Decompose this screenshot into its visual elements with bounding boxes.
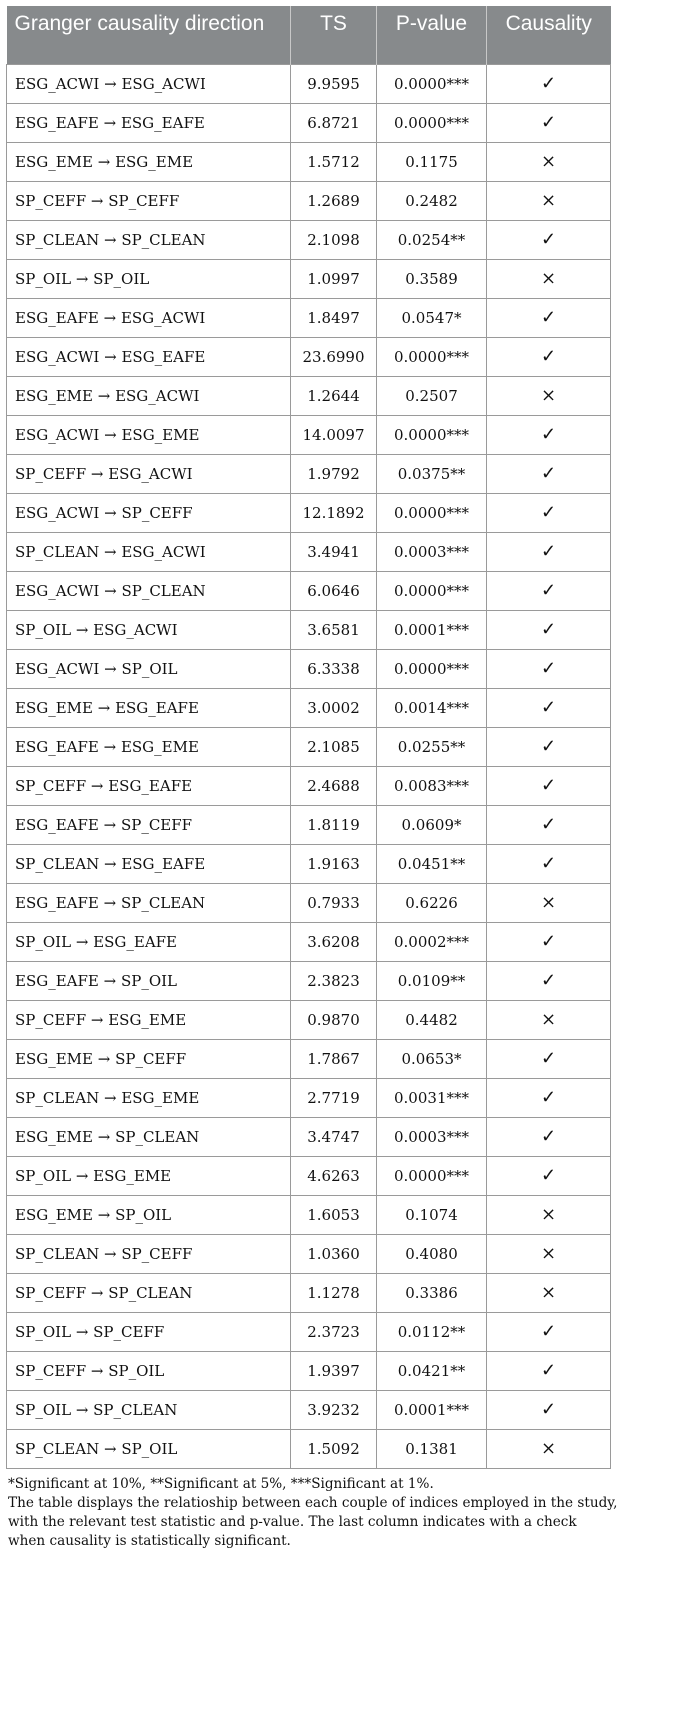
cross-icon: × — [487, 376, 611, 415]
cell-pvalue: 0.0014*** — [377, 688, 487, 727]
check-icon: ✓ — [487, 415, 611, 454]
cell-direction: SP_OIL → ESG_EME — [7, 1156, 291, 1195]
cell-ts: 1.6053 — [291, 1195, 377, 1234]
cell-ts: 6.0646 — [291, 571, 377, 610]
cell-pvalue: 0.0421** — [377, 1351, 487, 1390]
cell-ts: 1.8119 — [291, 805, 377, 844]
table-row — [7, 571, 611, 610]
cell-ts: 1.1278 — [291, 1273, 377, 1312]
cell-pvalue: 0.0000*** — [377, 493, 487, 532]
cell-direction: ESG_ACWI → SP_CEFF — [7, 493, 291, 532]
table-row — [7, 415, 611, 454]
table-row — [7, 1234, 611, 1273]
table-row — [7, 1156, 611, 1195]
table-row — [7, 1429, 611, 1468]
check-icon: ✓ — [487, 337, 611, 376]
cross-icon: × — [487, 1234, 611, 1273]
table-row — [7, 532, 611, 571]
cell-ts: 0.9870 — [291, 1000, 377, 1039]
cross-icon: × — [487, 1429, 611, 1468]
cell-pvalue: 0.0000*** — [377, 1156, 487, 1195]
cell-ts: 1.9163 — [291, 844, 377, 883]
cell-pvalue: 0.0000*** — [377, 415, 487, 454]
cell-pvalue: 0.0112** — [377, 1312, 487, 1351]
cell-ts: 3.4941 — [291, 532, 377, 571]
table-row — [7, 454, 611, 493]
cell-ts: 3.6208 — [291, 922, 377, 961]
cell-pvalue: 0.0000*** — [377, 103, 487, 142]
check-icon: ✓ — [487, 571, 611, 610]
cell-ts: 23.6990 — [291, 337, 377, 376]
table-description: The table displays the relatioship between each couple of indices employed in the study, with the relevant test statistic and p-value. The last column indicates with a check when causality is statistically significant. — [8, 1494, 618, 1549]
cell-ts: 1.8497 — [291, 298, 377, 337]
cell-ts: 4.6263 — [291, 1156, 377, 1195]
cell-ts: 2.7719 — [291, 1078, 377, 1117]
table-row — [7, 766, 611, 805]
check-icon: ✓ — [487, 532, 611, 571]
table-row — [7, 220, 611, 259]
cell-direction: SP_CEFF → ESG_EAFE — [7, 766, 291, 805]
table-header — [7, 6, 611, 64]
table-row — [7, 688, 611, 727]
cell-pvalue: 0.4482 — [377, 1000, 487, 1039]
table-row — [7, 1390, 611, 1429]
cell-pvalue: 0.4080 — [377, 1234, 487, 1273]
cell-direction: SP_OIL → SP_CEFF — [7, 1312, 291, 1351]
cell-ts: 3.0002 — [291, 688, 377, 727]
check-icon: ✓ — [487, 64, 611, 103]
cell-pvalue: 0.0003*** — [377, 1117, 487, 1156]
header-pvalue: P-value — [377, 6, 487, 64]
table-row — [7, 337, 611, 376]
check-icon: ✓ — [487, 1156, 611, 1195]
check-icon: ✓ — [487, 727, 611, 766]
cross-icon: × — [487, 1195, 611, 1234]
cell-direction: ESG_EME → ESG_EAFE — [7, 688, 291, 727]
cell-direction: ESG_EAFE → ESG_EAFE — [7, 103, 291, 142]
cell-direction: ESG_EME → ESG_ACWI — [7, 376, 291, 415]
cell-ts: 2.1098 — [291, 220, 377, 259]
cell-ts: 14.0097 — [291, 415, 377, 454]
cross-icon: × — [487, 883, 611, 922]
cross-icon: × — [487, 142, 611, 181]
check-icon: ✓ — [487, 1039, 611, 1078]
cell-direction: ESG_EAFE → ESG_ACWI — [7, 298, 291, 337]
cell-ts: 1.9397 — [291, 1351, 377, 1390]
cell-pvalue: 0.0255** — [377, 727, 487, 766]
cell-ts: 6.3338 — [291, 649, 377, 688]
cell-direction: SP_CLEAN → ESG_EAFE — [7, 844, 291, 883]
cell-pvalue: 0.0001*** — [377, 1390, 487, 1429]
cell-ts: 6.8721 — [291, 103, 377, 142]
cell-ts: 1.9792 — [291, 454, 377, 493]
cell-pvalue: 0.1175 — [377, 142, 487, 181]
table-row — [7, 1195, 611, 1234]
cell-pvalue: 0.0254** — [377, 220, 487, 259]
table-row — [7, 883, 611, 922]
table-row — [7, 844, 611, 883]
cell-direction: ESG_EAFE → SP_CEFF — [7, 805, 291, 844]
table-row — [7, 1273, 611, 1312]
cell-pvalue: 0.0000*** — [377, 649, 487, 688]
cross-icon: × — [487, 259, 611, 298]
check-icon: ✓ — [487, 103, 611, 142]
table-row — [7, 922, 611, 961]
cell-direction: ESG_EME → SP_OIL — [7, 1195, 291, 1234]
check-icon: ✓ — [487, 1351, 611, 1390]
table-row — [7, 1117, 611, 1156]
table-row — [7, 649, 611, 688]
cell-direction: ESG_EME → SP_CLEAN — [7, 1117, 291, 1156]
cell-pvalue: 0.0002*** — [377, 922, 487, 961]
table-row — [7, 376, 611, 415]
cell-pvalue: 0.0609* — [377, 805, 487, 844]
cell-pvalue: 0.0000*** — [377, 571, 487, 610]
cell-direction: SP_CLEAN → SP_CLEAN — [7, 220, 291, 259]
cell-direction: SP_CLEAN → ESG_ACWI — [7, 532, 291, 571]
table-row — [7, 805, 611, 844]
cell-direction: SP_CEFF → ESG_ACWI — [7, 454, 291, 493]
cell-ts: 1.5712 — [291, 142, 377, 181]
cell-direction: ESG_EAFE → SP_OIL — [7, 961, 291, 1000]
cell-pvalue: 0.3386 — [377, 1273, 487, 1312]
table-row — [7, 181, 611, 220]
cell-pvalue: 0.6226 — [377, 883, 487, 922]
table-body — [7, 64, 611, 1468]
cell-ts: 12.1892 — [291, 493, 377, 532]
check-icon: ✓ — [487, 922, 611, 961]
cell-ts: 1.0997 — [291, 259, 377, 298]
table-row — [7, 1078, 611, 1117]
cell-direction: SP_CEFF → SP_OIL — [7, 1351, 291, 1390]
table-row — [7, 493, 611, 532]
cell-direction: SP_CLEAN → SP_CEFF — [7, 1234, 291, 1273]
check-icon: ✓ — [487, 1390, 611, 1429]
check-icon: ✓ — [487, 805, 611, 844]
cell-direction: ESG_ACWI → SP_OIL — [7, 649, 291, 688]
check-icon: ✓ — [487, 610, 611, 649]
cell-direction: SP_OIL → SP_CLEAN — [7, 1390, 291, 1429]
cell-pvalue: 0.0083*** — [377, 766, 487, 805]
cell-pvalue: 0.0003*** — [377, 532, 487, 571]
cell-direction: ESG_ACWI → ESG_EAFE — [7, 337, 291, 376]
cell-ts: 2.1085 — [291, 727, 377, 766]
check-icon: ✓ — [487, 1117, 611, 1156]
cell-pvalue: 0.0000*** — [377, 64, 487, 103]
cell-ts: 1.5092 — [291, 1429, 377, 1468]
check-icon: ✓ — [487, 454, 611, 493]
check-icon: ✓ — [487, 844, 611, 883]
cell-direction: ESG_EAFE → SP_CLEAN — [7, 883, 291, 922]
check-icon: ✓ — [487, 688, 611, 727]
check-icon: ✓ — [487, 649, 611, 688]
table-footnotes — [6, 1475, 618, 1551]
check-icon: ✓ — [487, 298, 611, 337]
cell-pvalue: 0.2482 — [377, 181, 487, 220]
cell-ts: 1.2689 — [291, 181, 377, 220]
cell-pvalue: 0.0000*** — [377, 337, 487, 376]
cell-pvalue: 0.0031*** — [377, 1078, 487, 1117]
check-icon: ✓ — [487, 1078, 611, 1117]
table-row — [7, 1351, 611, 1390]
cell-pvalue: 0.0547* — [377, 298, 487, 337]
cell-ts: 3.4747 — [291, 1117, 377, 1156]
header-causality: Causality — [487, 6, 611, 64]
cell-direction: ESG_ACWI → ESG_ACWI — [7, 64, 291, 103]
cell-pvalue: 0.1381 — [377, 1429, 487, 1468]
cell-direction: SP_OIL → SP_OIL — [7, 259, 291, 298]
check-icon: ✓ — [487, 961, 611, 1000]
cell-direction: SP_CEFF → SP_CEFF — [7, 181, 291, 220]
check-icon: ✓ — [487, 220, 611, 259]
cross-icon: × — [487, 1273, 611, 1312]
table-row — [7, 961, 611, 1000]
granger-causality-table — [6, 6, 611, 1469]
check-icon: ✓ — [487, 1312, 611, 1351]
table-row — [7, 64, 611, 103]
cell-ts: 1.7867 — [291, 1039, 377, 1078]
table-row — [7, 103, 611, 142]
cell-ts: 1.0360 — [291, 1234, 377, 1273]
table-row — [7, 298, 611, 337]
cell-pvalue: 0.0375** — [377, 454, 487, 493]
table-row — [7, 259, 611, 298]
cross-icon: × — [487, 181, 611, 220]
header-ts: TS — [291, 6, 377, 64]
cell-ts: 3.9232 — [291, 1390, 377, 1429]
cell-direction: SP_CEFF → SP_CLEAN — [7, 1273, 291, 1312]
cell-pvalue: 0.0451** — [377, 844, 487, 883]
table-row — [7, 610, 611, 649]
cell-pvalue: 0.1074 — [377, 1195, 487, 1234]
cell-direction: SP_CLEAN → ESG_EME — [7, 1078, 291, 1117]
cell-direction: SP_OIL → ESG_ACWI — [7, 610, 291, 649]
cell-pvalue: 0.0109** — [377, 961, 487, 1000]
cell-ts: 3.6581 — [291, 610, 377, 649]
table-row — [7, 727, 611, 766]
header-direction: Granger causality direction — [7, 6, 291, 64]
cell-direction: ESG_EME → ESG_EME — [7, 142, 291, 181]
cell-ts: 9.9595 — [291, 64, 377, 103]
cell-direction: SP_OIL → ESG_EAFE — [7, 922, 291, 961]
check-icon: ✓ — [487, 766, 611, 805]
cell-direction: SP_CEFF → ESG_EME — [7, 1000, 291, 1039]
cell-direction: ESG_ACWI → SP_CLEAN — [7, 571, 291, 610]
cell-pvalue: 0.0001*** — [377, 610, 487, 649]
cell-ts: 2.3823 — [291, 961, 377, 1000]
table-row — [7, 1312, 611, 1351]
table-container — [6, 0, 618, 1551]
significance-note: *Significant at 10%, **Significant at 5%, ***Significant at 1%. — [8, 1475, 434, 1492]
cell-direction: ESG_EME → SP_CEFF — [7, 1039, 291, 1078]
header-row — [7, 6, 611, 64]
table-row — [7, 142, 611, 181]
table-row — [7, 1000, 611, 1039]
cell-ts: 2.3723 — [291, 1312, 377, 1351]
check-icon: ✓ — [487, 493, 611, 532]
cell-direction: ESG_ACWI → ESG_EME — [7, 415, 291, 454]
cell-ts: 1.2644 — [291, 376, 377, 415]
cell-pvalue: 0.2507 — [377, 376, 487, 415]
cell-ts: 0.7933 — [291, 883, 377, 922]
cell-ts: 2.4688 — [291, 766, 377, 805]
cross-icon: × — [487, 1000, 611, 1039]
cell-direction: ESG_EAFE → ESG_EME — [7, 727, 291, 766]
cell-pvalue: 0.3589 — [377, 259, 487, 298]
cell-pvalue: 0.0653* — [377, 1039, 487, 1078]
cell-direction: SP_CLEAN → SP_OIL — [7, 1429, 291, 1468]
table-row — [7, 1039, 611, 1078]
